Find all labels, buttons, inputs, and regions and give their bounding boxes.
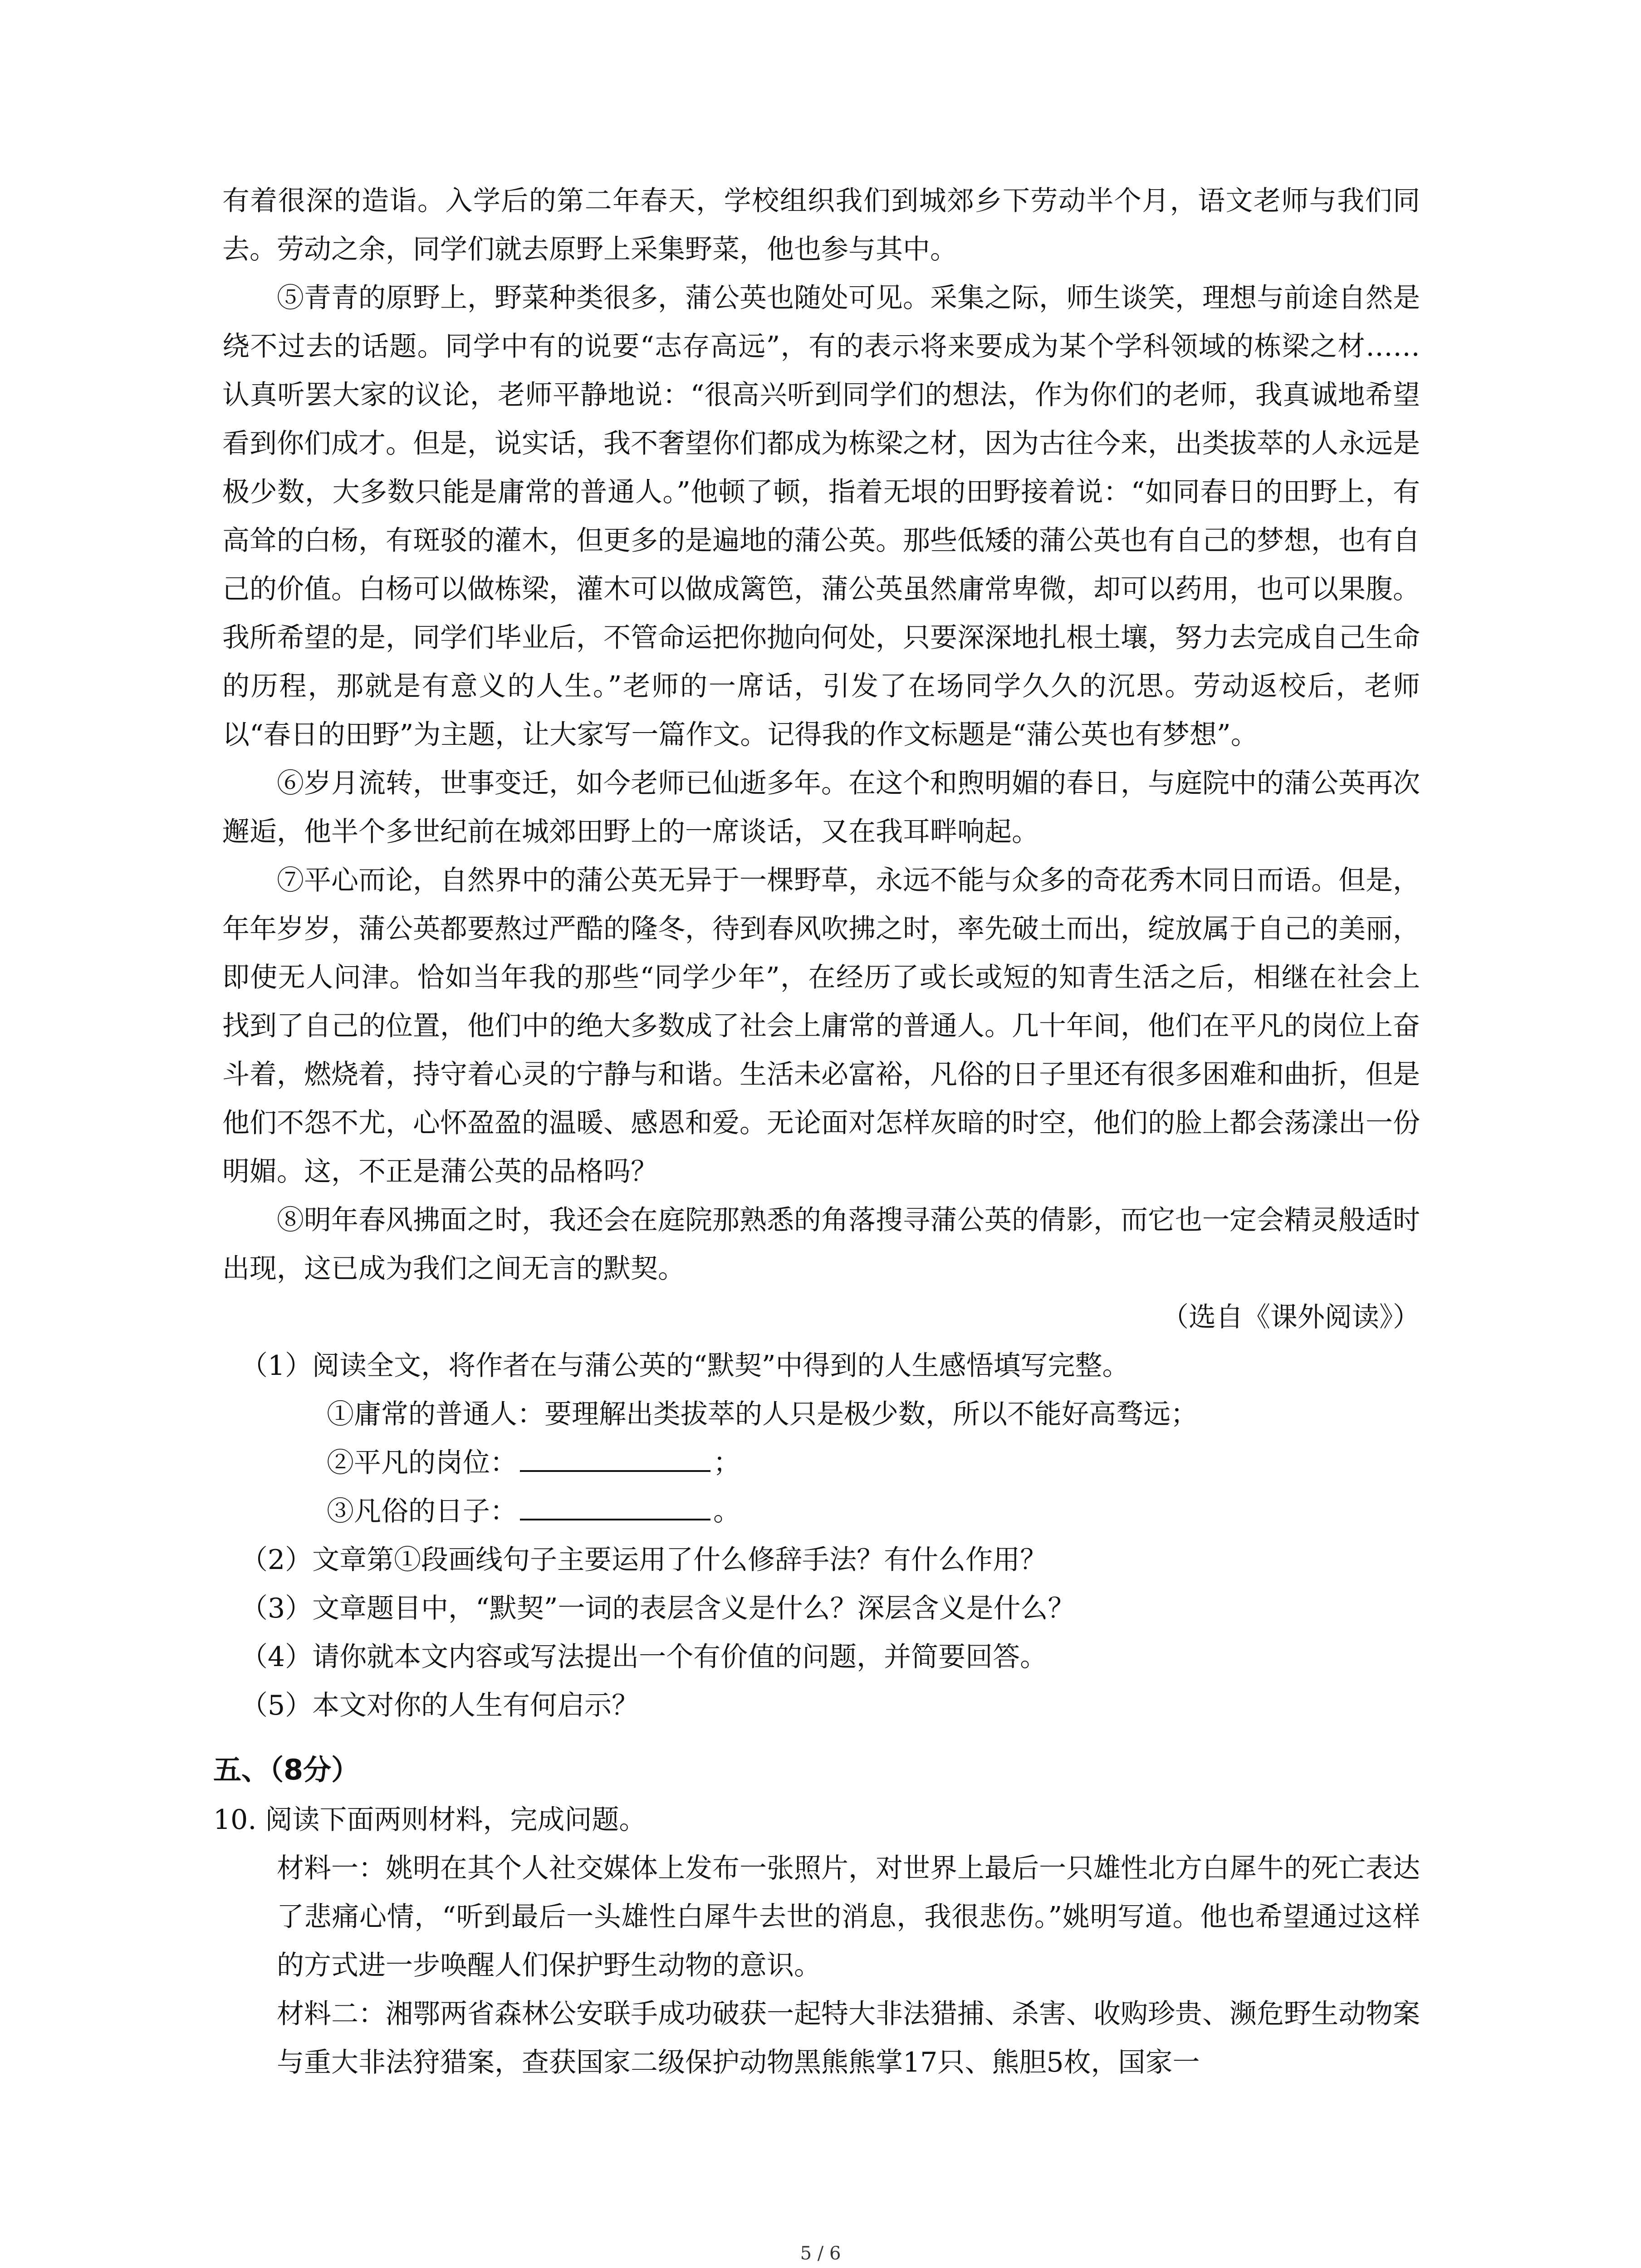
section-5-heading: 五、（8分） xyxy=(213,1753,360,1786)
material-2: 材料二：湘鄂两省森林公安联手成功破获一起特大非法猎捕、杀害、收购珍贵、濒危野生动物案与重大非法狩猎案，查获国家二级保护动物黑熊熊掌17只、熊胆5枚，国家一 xyxy=(277,1998,1420,2078)
material-1: 材料一：姚明在其个人社交媒体上发布一张照片，对世界上最后一只雄性北方白犀牛的死亡表达了悲痛心情，“听到最后一头雄性白犀牛去世的消息，我很悲伤。”姚明写道。他也希望通过这样的方式进一步唤醒人们保护野生动物的意识。 xyxy=(277,1853,1420,1981)
question-1-item-a: ①庸常的普通人：要理解出类拔萃的人只是极少数，所以不能好高骛远； xyxy=(327,1398,1198,1430)
question-1-item-c xyxy=(222,1487,1420,1536)
question-5: （5）本文对你的人生有何启示？ xyxy=(240,1690,639,1721)
page-content xyxy=(213,177,1420,2087)
page-number: 5 / 6 xyxy=(800,2243,841,2264)
question-10: 10. 阅读下面两则材料，完成问题。 xyxy=(213,1804,647,1836)
paragraph-5: ⑤青青的原野上，野菜种类很多，蒲公英也随处可见。采集之际，师生谈笑，理想与前途自然是绕不过去的话题。同学中有的说要“志存高远”，有的表示将来要成为某个学科领域的栋梁之材……认真听罢大家的议论，老师平静地说：“很高兴听到同学们的想法，作为你们的老师，我真诚地希望看到你们成才。但是，说实话，我不奢望你们都成为栋梁之材，因为古往今来，出类拔萃的人永远是极少数，大多数只能是庸常的普通人。”他顿了顿，指着无垠的田野接着说：“如同春日的田野上，有高耸的白杨，有斑驳的灌木，但更多的是遍地的蒲公英。那些低矮的蒲公英也有自己的梦想，也有自己的价值。白杨可以做栋梁，灌木可以做成篱笆，蒲公英虽然庸常卑微，却可以药用，也可以果腹。我所希望的是，同学们毕业后，不管命运把你抛向何处，只要深深地扎根土壤，努力去完成自己生命的历程，那就是有意义的人生。”老师的一席话，引发了在场同学久久的沉思。劳动返校后，老师以“春日的田野”为主题，让大家写一篇作文。记得我的作文标题是“蒲公英也有梦想”。 xyxy=(222,282,1420,751)
paragraph-6: ⑥岁月流转，世事变迁，如今老师已仙逝多年。在这个和煦明媚的春日，与庭院中的蒲公英再次邂逅，他半个多世纪前在城郊田野上的一席谈话，又在我耳畔响起。 xyxy=(222,767,1420,848)
question-4: （4）请你就本文内容或写法提出一个有价值的问题，并简要回答。 xyxy=(240,1641,1048,1673)
source-citation: （选自《课外阅读》） xyxy=(1161,1301,1420,1333)
question-1: （1）阅读全文，将作者在与蒲公英的“默契”中得到的人生感悟填写完整。 xyxy=(240,1350,1130,1382)
question-3: （3）文章题目中，“默契”一词的表层含义是什么？深层含义是什么？ xyxy=(240,1593,1075,1624)
paragraph-8: ⑧明年春风拂面之时，我还会在庭院那熟悉的角落搜寻蒲公英的倩影，而它也一定会精灵般适时出现，这已成为我们之间无言的默契。 xyxy=(222,1204,1420,1285)
question-1-item-b-end: ； xyxy=(713,1447,740,1479)
question-2: （2）文章第①段画线句子主要运用了什么修辞手法？有什么作用？ xyxy=(240,1544,1048,1576)
answer-blank-b[interactable] xyxy=(520,1445,710,1472)
question-1-item-c-label: ③凡俗的日子： xyxy=(327,1496,517,1527)
question-1-item-b-label: ②平凡的岗位： xyxy=(327,1447,517,1479)
paragraph-continuation: 有着很深的造诣。入学后的第二年春天，学校组织我们到城郊乡下劳动半个月，语文老师与我们同去。劳动之余，同学们就去原野上采集野菜，他也参与其中。 xyxy=(222,185,1420,265)
question-1-item-b xyxy=(222,1439,1420,1487)
paragraph-7: ⑦平心而论，自然界中的蒲公英无异于一棵野草，永远不能与众多的奇花秀木同日而语。但是，年年岁岁，蒲公英都要熬过严酷的隆冬，待到春风吹拂之时，率先破土而出，绽放属于自己的美丽，即使无人问津。恰如当年我的那些“同学少年”，在经历了或长或短的知青生活之后，相继在社会上找到了自己的位置，他们中的绝大多数成了社会上庸常的普通人。几十年间，他们在平凡的岗位上奋斗着，燃烧着，持守着心灵的宁静与和谐。生活未必富裕，凡俗的日子里还有很多困难和曲折，但是他们不怨不尤，心怀盈盈的温暖、感恩和爱。无论面对怎样灰暗的时空，他们的脸上都会荡漾出一份明媚。这，不正是蒲公英的品格吗？ xyxy=(222,865,1420,1188)
answer-blank-c[interactable] xyxy=(520,1493,710,1520)
question-1-item-c-end: 。 xyxy=(713,1496,740,1527)
